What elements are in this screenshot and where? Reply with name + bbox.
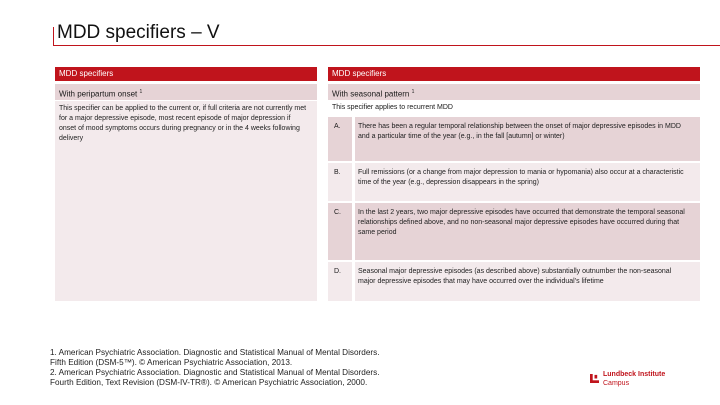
- criterion-letter: B.: [328, 163, 352, 201]
- criterion-row: [328, 117, 700, 161]
- criterion-letter: C.: [328, 203, 352, 260]
- criterion-text: Seasonal major depressive episodes (as described above) substantially outnumber the non-seasonal major depressive episodes that may have occurred over the individual's lifetime: [355, 262, 700, 301]
- left-subheader-footnote: 1: [139, 89, 143, 95]
- right-subheader-text: With seasonal pattern: [332, 89, 410, 99]
- criterion-letter: D.: [328, 262, 352, 301]
- lundbeck-logo: [590, 371, 700, 395]
- criterion-text: In the last 2 years, two major depressive episodes have occurred that demonstrate the temporal seasonal relationships defined above, and no non-seasonal major depressive episodes have occurred during that same period: [355, 203, 700, 260]
- logo-line1: Lundbeck Institute: [603, 371, 666, 378]
- left-column-subheader: [55, 84, 317, 100]
- criterion-row: [328, 262, 700, 301]
- reference-line: Fifth Edition (DSM-5™). © American Psychiatric Association, 2013.: [50, 358, 293, 367]
- references: [50, 348, 470, 388]
- criterion-row: [328, 163, 700, 201]
- left-column-header: MDD specifiers: [55, 67, 317, 81]
- peripartum-description: This specifier can be applied to the current or, if full criteria are not currently met for a major depressive episode, most recent episode of major depression if onset of mood symptoms occurs during pregnancy or in the 4 weeks following delivery: [55, 101, 317, 301]
- logo-line2: Campus: [603, 380, 630, 387]
- right-column-subheader: [328, 84, 700, 100]
- right-subheader-footnote: 1: [411, 89, 415, 95]
- criterion-letter: A.: [328, 117, 352, 161]
- title-rule: [53, 45, 720, 46]
- criterion-row: [328, 203, 700, 260]
- seasonal-intro: This specifier applies to recurrent MDD: [332, 104, 453, 111]
- reference-line: Fourth Edition, Text Revision (DSM-IV-TR®). © American Psychiatric Association, 2000.: [50, 378, 368, 387]
- reference-line: 1. American Psychiatric Association. Diagnostic and Statistical Manual of Mental Disorders.: [50, 348, 380, 357]
- criterion-text: Full remissions (or a change from major depression to mania or hypomania) also occur at a characteristic time of the year (e.g., depression disappears in the spring): [355, 163, 700, 201]
- right-column-header: MDD specifiers: [328, 67, 700, 81]
- left-subheader-text: With peripartum onset: [59, 89, 138, 99]
- page-title: MDD specifiers – V: [57, 22, 220, 43]
- criterion-text: There has been a regular temporal relationship between the onset of major depressive episodes in MDD and a particular time of the year (e.g., in the fall [autumn] or winter): [355, 117, 700, 161]
- reference-line: 2. American Psychiatric Association. Diagnostic and Statistical Manual of Mental Disorders.: [50, 368, 380, 377]
- lundbeck-mark-icon: [590, 374, 599, 383]
